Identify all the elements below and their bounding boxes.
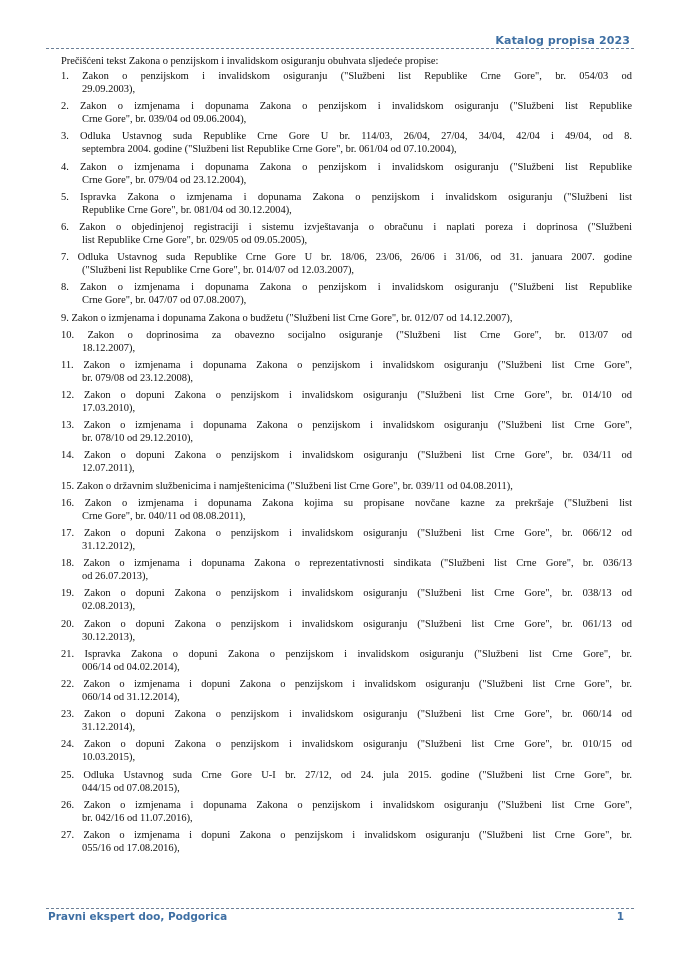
intro-text: Prečišćeni tekst Zakona o penzijskom i invalidskom osiguranju obuhvata sljedeće propise: — [61, 56, 439, 67]
list-item-line: 17. Zakon o dopuni Zakona o penzijskom i invalidskom osiguranju ("Službeni list Crne Gore", br. 066/12 od — [61, 528, 632, 539]
list-item-line: 14. Zakon o dopuni Zakona o penzijskom i invalidskom osiguranju ("Službeni list Crne Gore", br. 034/11 od — [61, 450, 632, 462]
list-item-continuation: Crne Gore", br. 079/04 od 23.12.2004), — [82, 174, 247, 186]
list-item-line: 9. Zakon o izmjenama i dopunama Zakona o budžetu ("Službeni list Crne Gore", br. 012/07 od 14.12.2007), — [61, 312, 513, 324]
list-item-continuation: 12.07.2011), — [82, 463, 135, 475]
list-item — [61, 738, 632, 764]
list-item-continuation: od 26.07.2013), — [82, 571, 149, 583]
page-number: 1 — [616, 911, 624, 923]
list-item — [61, 480, 632, 493]
list-item-continuation: Crne Gore", br. 040/11 od 08.08.2011), — [82, 510, 246, 522]
list-item-line: 3. Odluka Ustavnog suda Republike Crne Gore U br. 114/03, 26/04, 27/04, 34/04, 42/04 i 49/04, od 8. — [61, 131, 632, 143]
list-item — [61, 70, 632, 96]
list-item-line: 27. Zakon o izmjenama i dopuni Zakona o penzijskom i invalidskom osiguranju ("Službeni list Crne Gore", br. — [61, 829, 632, 841]
list-item-continuation: 044/15 od 07.08.2015), — [82, 782, 180, 794]
list-item — [61, 329, 632, 355]
list-item-continuation: br. 079/08 od 23.12.2008), — [82, 372, 194, 384]
publisher-name: Pravni ekspert doo, Podgorica — [48, 911, 228, 923]
list-item-continuation: Crne Gore", br. 039/04 od 09.06.2004), — [82, 114, 247, 126]
list-item — [61, 708, 632, 734]
list-item-line: 2. Zakon o izmjenama i dopunama Zakona o penzijskom i invalidskom osiguranju ("Službeni list Republike — [61, 101, 632, 113]
list-item-continuation: 055/16 od 17.08.2016), — [82, 842, 180, 854]
list-item-line: 1. Zakon o penzijskom i invalidskom osiguranju ("Službeni list Republike Crne Gore", br. 054/03 od — [61, 71, 632, 82]
list-item-continuation: 006/14 od 04.02.2014), — [82, 661, 180, 673]
list-item — [61, 769, 632, 795]
list-item-line: 22. Zakon o izmjenama i dopuni Zakona o penzijskom i invalidskom osiguranju ("Službeni list Crne Gore", br. — [61, 678, 632, 690]
list-item — [61, 312, 632, 325]
list-item — [61, 191, 632, 217]
list-item-line: 18. Zakon o izmjenama i dopunama Zakona o reprezentativnosti sindikata ("Službeni list Crne Gore", br. 036/13 — [61, 558, 632, 570]
list-item — [61, 130, 632, 156]
list-item-line: 10. Zakon o doprinosima za obavezno socijalno osiguranje ("Službeni list Crne Gore", br. 013/07 od — [61, 329, 632, 341]
list-item-line: 19. Zakon o dopuni Zakona o penzijskom i invalidskom osiguranju ("Službeni list Crne Gore", br. 038/13 od — [61, 588, 632, 600]
list-item — [61, 359, 632, 385]
list-item-continuation: Crne Gore", br. 047/07 od 07.08.2007), — [82, 295, 247, 307]
list-item-continuation: ("Službeni list Republike Crne Gore", br. 014/07 od 12.03.2007), — [82, 265, 355, 277]
list-item-line: 23. Zakon o dopuni Zakona o penzijskom i invalidskom osiguranju ("Službeni list Crne Gore", br. 060/14 od — [61, 709, 632, 721]
list-item-line: 26. Zakon o izmjenama i dopunama Zakona o penzijskom i invalidskom osiguranju ("Službeni list Crne Gore", — [61, 799, 632, 811]
list-item-continuation: 31.12.2012), — [82, 541, 136, 552]
list-item-line: 20. Zakon o dopuni Zakona o penzijskom i invalidskom osiguranju ("Službeni list Crne Gore", br. 061/13 od — [61, 618, 632, 630]
catalog-title: Katalog propisa 2023 — [495, 34, 630, 47]
list-item-line: 24. Zakon o dopuni Zakona o penzijskom i invalidskom osiguranju ("Službeni list Crne Gore", br. 010/15 od — [61, 739, 632, 751]
list-item-line: 6. Zakon o objedinjenoj registraciji i sistemu izvještavanja o obračunu i naplati poreza i doprinosa ("Službeni — [61, 221, 632, 233]
list-item-line: 7. Odluka Ustavnog suda Republike Crne Gore U br. 18/06, 23/06, 26/06 i 31/06, od 31. januara 2007. godine — [61, 252, 632, 264]
list-item-continuation: 30.12.2013), — [82, 631, 136, 643]
list-item — [61, 557, 632, 583]
list-item — [61, 221, 632, 247]
list-item-line: 4. Zakon o izmjenama i dopunama Zakona o penzijskom i invalidskom osiguranju ("Službeni list Republike — [61, 161, 632, 173]
list-item-continuation: 10.03.2015), — [82, 752, 136, 764]
list-item-line: 25. Odluka Ustavnog suda Crne Gore U-I br. 27/12, od 24. jula 2015. godine ("Službeni list Crne Gore", br. — [61, 769, 632, 781]
list-item-line: 15. Zakon o državnim službenicima i namještenicima ("Službeni list Crne Gore", br. 039/11 od 04.08.2011), — [61, 480, 513, 492]
list-item — [61, 497, 632, 523]
list-item — [61, 100, 632, 126]
list-item — [61, 678, 632, 704]
list-item-continuation: 060/14 od 31.12.2014), — [82, 691, 180, 703]
list-item-continuation: br. 078/10 od 29.12.2010), — [82, 433, 194, 445]
list-item-line: 21. Ispravka Zakona o dopuni Zakona o penzijskom i invalidskom osiguranju ("Službeni list Crne Gore", br. — [61, 648, 632, 660]
list-item-line: 5. Ispravka Zakona o izmjenama i dopunama Zakona o penzijskom i invalidskom osiguranju ("Službeni list — [61, 191, 632, 203]
list-item-line: 11. Zakon o izmjenama i dopunama Zakona o penzijskom i invalidskom osiguranju ("Službeni list Crne Gore", — [61, 359, 632, 371]
list-item-continuation: 29.09.2003), — [82, 84, 136, 95]
list-item — [61, 251, 632, 277]
list-item — [61, 449, 632, 475]
list-item-continuation: septembra 2004. godine ("Službeni list Republike Crne Gore", br. 061/04 od 07.10.2004), — [82, 144, 457, 156]
list-item-line: 16. Zakon o izmjenama i dopunama Zakona kojima su propisane novčane kazne za prekršaje ("Službeni list — [61, 497, 632, 509]
list-item-continuation: 02.08.2013), — [82, 601, 136, 613]
list-item-continuation: 31.12.2014), — [82, 722, 136, 734]
list-item — [61, 419, 632, 445]
list-item — [61, 829, 632, 855]
list-item — [61, 799, 632, 825]
list-item-continuation: 17.03.2010), — [82, 403, 136, 415]
list-item — [61, 161, 632, 187]
list-item-line: 13. Zakon o izmjenama i dopunama Zakona o penzijskom i invalidskom osiguranju ("Službeni list Crne Gore", — [61, 420, 632, 432]
list-item-line: 12. Zakon o dopuni Zakona o penzijskom i invalidskom osiguranju ("Službeni list Crne Gore", br. 014/10 od — [61, 390, 632, 402]
list-item — [61, 618, 632, 644]
list-item-line: 8. Zakon o izmjenama i dopunama Zakona o penzijskom i invalidskom osiguranju ("Službeni list Republike — [61, 282, 632, 294]
list-item — [61, 648, 632, 674]
regulation-list — [61, 70, 632, 855]
page-footer — [46, 908, 634, 921]
page-header — [46, 34, 634, 49]
list-item-continuation: list Republike Crne Gore", br. 029/05 od 09.05.2005), — [82, 234, 308, 246]
list-item — [61, 281, 632, 307]
list-item — [61, 527, 632, 553]
list-item-continuation: br. 042/16 od 11.07.2016), — [82, 812, 193, 824]
document-body — [61, 55, 632, 859]
list-item-continuation: Republike Crne Gore", br. 081/04 od 30.12.2004), — [82, 204, 292, 216]
list-item — [61, 587, 632, 613]
list-item-continuation: 18.12.2007), — [82, 342, 136, 354]
list-item — [61, 389, 632, 415]
